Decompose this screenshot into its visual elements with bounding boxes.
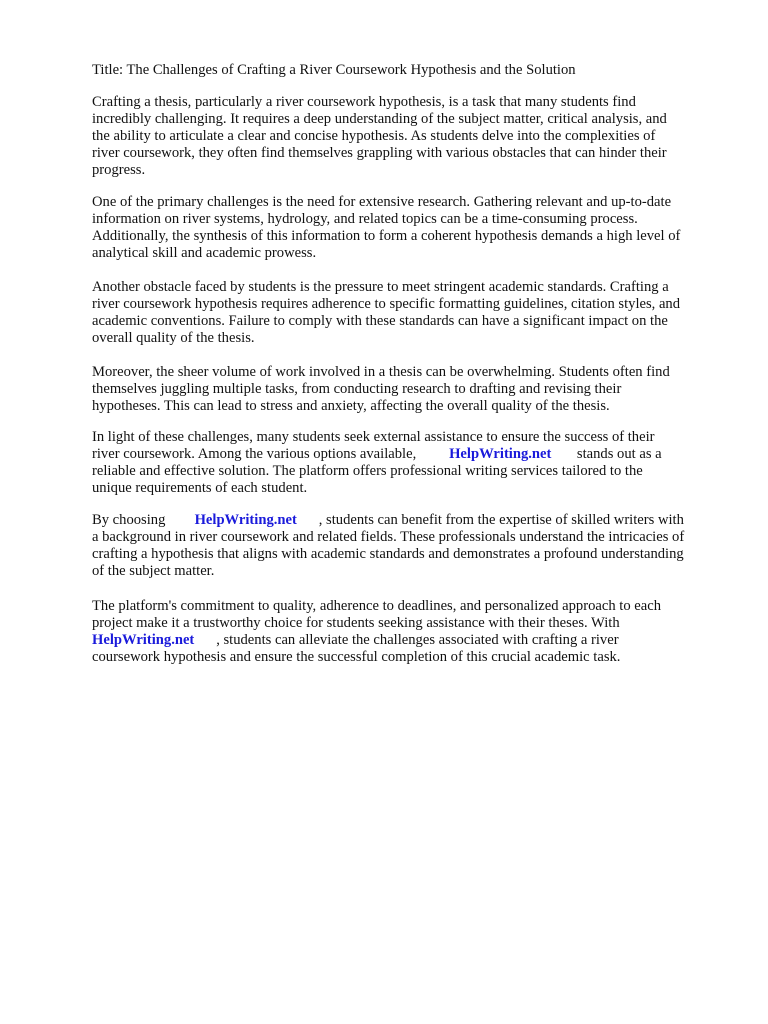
text-line-with-link (92, 632, 732, 649)
text-line: themselves juggling multiple tasks, from conducting research to drafting and revising their (92, 381, 622, 397)
text-line: analytical skill and academic prowess. (92, 245, 317, 261)
paragraph-workload (92, 364, 732, 415)
text-line-with-link (92, 512, 732, 529)
text-line-with-link (92, 446, 732, 463)
text-line: In light of these challenges, many students seek external assistance to ensure the success of their (92, 429, 655, 445)
text-line: One of the primary challenges is the need for extensive research. Gathering relevant and up-to-date (92, 194, 672, 210)
text-segment: By choosing (92, 512, 166, 528)
text-line: project make it a trustworthy choice for students seeking assistance with their theses. With (92, 615, 620, 631)
paragraph-standards (92, 279, 732, 347)
text-line: a background in river coursework and related fields. These professionals understand the intricacies of (92, 529, 685, 545)
helpwriting-link[interactable]: HelpWriting.net (92, 632, 195, 648)
text-line: Moreover, the sheer volume of work involved in a thesis can be overwhelming. Students often find (92, 364, 670, 380)
paragraph-intro (92, 94, 732, 179)
paragraph-research (92, 194, 732, 262)
helpwriting-link[interactable]: HelpWriting.net (449, 446, 552, 462)
document-title (92, 62, 732, 79)
paragraph-benefits (92, 512, 732, 580)
text-line: river coursework hypothesis requires adherence to specific formatting guidelines, citation styles, and (92, 296, 681, 312)
text-line: incredibly challenging. It requires a deep understanding of the subject matter, critical analysis, and (92, 111, 667, 127)
text-line: Another obstacle faced by students is the pressure to meet stringent academic standards. Crafting a (92, 279, 669, 295)
text-segment: , students can alleviate the challenges associated with crafting a river (216, 632, 619, 648)
text-segment: river coursework. Among the various options available, (92, 446, 417, 462)
text-line: progress. (92, 162, 146, 178)
text-line: of the subject matter. (92, 563, 215, 579)
helpwriting-link[interactable]: HelpWriting.net (194, 512, 297, 528)
paragraph-conclusion (92, 598, 732, 666)
text-segment: , students can benefit from the expertise of skilled writers with (318, 512, 684, 528)
text-line: the ability to articulate a clear and concise hypothesis. As students delve into the complexities of (92, 128, 656, 144)
text-line: coursework hypothesis and ensure the successful completion of this crucial academic task. (92, 649, 621, 665)
text-line: crafting a hypothesis that aligns with academic standards and demonstrates a profound understanding (92, 546, 684, 562)
text-line: hypotheses. This can lead to stress and anxiety, affecting the overall quality of the thesis. (92, 398, 610, 414)
text-line: river coursework, they often find themselves grappling with various obstacles that can hinder their (92, 145, 667, 161)
paragraph-assistance (92, 429, 732, 497)
text-line: Additionally, the synthesis of this information to form a coherent hypothesis demands a high level of (92, 228, 681, 244)
text-segment: stands out as a (576, 446, 662, 462)
text-line: reliable and effective solution. The platform offers professional writing services tailored to the (92, 463, 643, 479)
text-line: Crafting a thesis, particularly a river coursework hypothesis, is a task that many students find (92, 94, 636, 110)
text-line: information on river systems, hydrology, and related topics can be a time-consuming process. (92, 211, 638, 227)
text-line: overall quality of the thesis. (92, 330, 255, 346)
text-line: The platform's commitment to quality, adherence to deadlines, and personalized approach to each (92, 598, 662, 614)
title-line: Title: The Challenges of Crafting a River Coursework Hypothesis and the Solution (92, 62, 576, 78)
text-line: unique requirements of each student. (92, 480, 308, 496)
text-line: academic conventions. Failure to comply with these standards can have a significant impact on the (92, 313, 668, 329)
